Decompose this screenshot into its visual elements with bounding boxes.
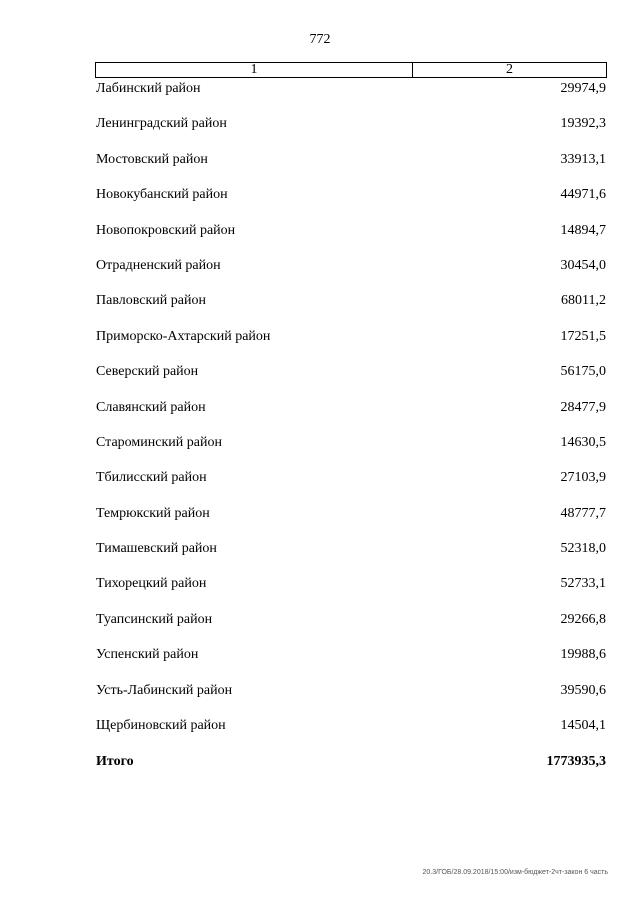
district-value: 29266,8	[560, 611, 606, 627]
district-name: Щербиновский район	[96, 718, 226, 734]
table-row	[96, 398, 606, 433]
district-value: 14504,1	[560, 718, 606, 734]
table-row	[96, 716, 606, 751]
table-row	[96, 645, 606, 680]
table-header	[95, 62, 607, 78]
district-value: 52733,1	[560, 576, 606, 592]
table-row	[96, 114, 606, 149]
district-name: Туапсинский район	[96, 611, 213, 627]
table-row	[96, 291, 606, 326]
district-value: 48777,7	[560, 505, 606, 521]
district-value: 30454,0	[560, 257, 606, 273]
district-name: Приморско-Ахтарский район	[96, 328, 271, 344]
district-value: 56175,0	[560, 364, 606, 380]
district-name: Темрюкский район	[96, 505, 210, 521]
district-value: 28477,9	[560, 399, 606, 415]
total-value: 1773935,3	[546, 754, 606, 769]
district-name: Тбилисский район	[96, 470, 207, 486]
district-name: Успенский район	[96, 647, 199, 663]
district-name: Староминский район	[96, 434, 222, 450]
district-value: 29974,9	[560, 81, 606, 96]
table-row	[96, 79, 606, 114]
table-row	[96, 468, 606, 503]
district-value: 68011,2	[561, 293, 606, 309]
district-name: Новопокровский район	[96, 222, 236, 238]
page-number: 772	[309, 32, 331, 47]
district-value: 14894,7	[560, 222, 606, 238]
footer-note: 20.3/ГОБ/28.09.2018/15:00/изм-бюджет-2чт-закон 6 часть	[422, 869, 608, 876]
district-name: Павловский район	[96, 293, 206, 309]
district-value: 52318,0	[560, 541, 606, 557]
table-row	[96, 221, 606, 256]
column-header-2: 2	[506, 62, 513, 77]
total-row	[96, 752, 606, 772]
table-row	[96, 610, 606, 645]
district-value: 27103,9	[560, 470, 606, 486]
table-row	[96, 539, 606, 574]
district-value: 17251,5	[560, 328, 606, 344]
district-name: Отрадненский район	[96, 257, 221, 273]
table-row	[96, 150, 606, 185]
district-value: 33913,1	[560, 151, 606, 167]
district-value: 14630,5	[560, 434, 606, 450]
table-row	[96, 362, 606, 397]
total-label: Итого	[96, 754, 134, 769]
district-name: Новокубанский район	[96, 187, 228, 203]
table-row	[96, 504, 606, 539]
column-header-1: 1	[96, 63, 413, 77]
district-name: Мостовский район	[96, 151, 208, 167]
district-value: 19392,3	[560, 116, 606, 132]
table-row	[96, 185, 606, 220]
district-name: Славянский район	[96, 399, 206, 415]
table-row	[96, 433, 606, 468]
district-name: Лабинский район	[96, 81, 201, 96]
table-row	[96, 327, 606, 362]
district-name: Северский район	[96, 364, 199, 380]
table-row	[96, 256, 606, 291]
table-body	[96, 79, 606, 751]
district-name: Усть-Лабинский район	[96, 682, 233, 698]
district-value: 44971,6	[560, 187, 606, 203]
district-value: 39590,6	[560, 682, 606, 698]
table-row	[96, 681, 606, 716]
district-name: Тимашевский район	[96, 541, 217, 557]
table-row	[96, 574, 606, 609]
district-name: Ленинградский район	[96, 116, 227, 132]
district-name: Тихорецкий район	[96, 576, 207, 592]
district-value: 19988,6	[560, 647, 606, 663]
